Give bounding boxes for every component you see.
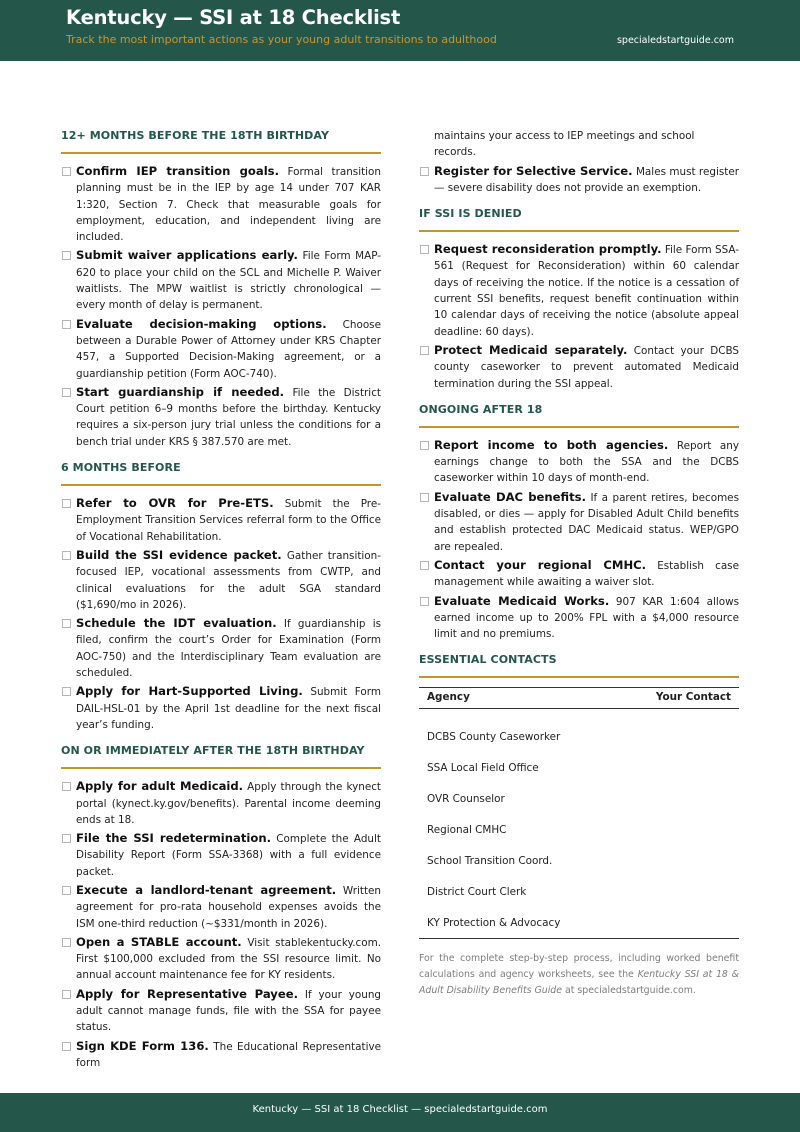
checklist-item: [61, 547, 381, 613]
item-label: Apply for Representative Payee.: [76, 986, 298, 1001]
section-divider: [61, 484, 381, 486]
checklist-item: [61, 830, 381, 880]
item-text: File Form SSA-561 (Request for Reconsideration) within 60 calendar days of receiving the notice. If the notice is a cessation of current SSI benefits, request benefit continuation within 10 calendar days of receiving the notice (absolute appeal deadline: 60 days).: [434, 244, 739, 338]
item-label: Apply for Hart-Supported Living.: [76, 684, 303, 699]
contact-cell[interactable]: [618, 845, 739, 876]
table-row: [419, 709, 739, 753]
item-text: If your young adult cannot manage funds, file with the SSA for payee status.: [76, 988, 382, 1034]
checkbox[interactable]: [420, 597, 429, 606]
checklist-item: [61, 495, 381, 545]
section-divider: [61, 767, 381, 769]
checklist-item: [61, 683, 381, 733]
item-text: Choose between a Durable Power of Attorney under KRS Chapter 457, a Supported Decision-Making agreement, or a guardianship petition (Form AOC-740).: [76, 318, 381, 380]
section-divider: [419, 230, 739, 232]
item-label: Report income to both agencies.: [434, 437, 669, 452]
checkbox[interactable]: [420, 561, 429, 570]
section-title-ssi-denied: IF SSI IS DENIED: [419, 207, 522, 221]
checkbox[interactable]: [62, 990, 71, 999]
page-title: Kentucky — SSI at 18 Checklist: [66, 6, 401, 29]
agency-cell: School Transition Coord.: [427, 854, 553, 867]
item-label: Apply for adult Medicaid.: [76, 779, 244, 794]
item-label: Refer to OVR for Pre-ETS.: [76, 496, 274, 511]
guide-note: [419, 951, 739, 999]
contacts-table: [419, 687, 739, 939]
checklist-item: [61, 934, 381, 984]
checkbox[interactable]: [62, 1042, 71, 1051]
right-column: [419, 128, 739, 999]
note-text-end: at specialedstartguide.com.: [565, 985, 696, 997]
contact-cell[interactable]: [618, 907, 739, 939]
item-text: Report any earnings change to both the SSA and the DCBS caseworker within 10 days of month-end.: [434, 439, 739, 485]
item-text: Establish case management while awaiting a waiver slot.: [434, 559, 739, 589]
item-label: File the SSI redetermination.: [76, 831, 271, 846]
checkbox[interactable]: [62, 687, 71, 696]
contact-cell[interactable]: [618, 876, 739, 907]
item-label: Request reconsideration promptly.: [434, 242, 662, 257]
item-label: Confirm IEP transition goals.: [76, 164, 279, 178]
item-label: Register for Selective Service.: [434, 163, 633, 178]
checklist-item: [419, 489, 739, 555]
checklist-item: [419, 241, 739, 340]
item-text: Formal transition planning must be in the IEP by age 14 under 707 KAR 1:320, Section 7. Check that measurable goals for employment, education, and independent living are included.: [76, 166, 381, 244]
table-row: [419, 783, 739, 814]
checkbox[interactable]: [62, 167, 71, 176]
checklist-item: [61, 882, 381, 932]
item-label: Submit waiver applications early.: [76, 248, 298, 263]
section-divider: [61, 152, 381, 154]
item-label: Evaluate decision-making options.: [76, 316, 327, 331]
section-title-12-months: 12+ MONTHS BEFORE THE 18TH BIRTHDAY: [61, 129, 330, 142]
agency-cell: Regional CMHC: [427, 823, 507, 836]
page-subtitle: Track the most important actions as your young adult transitions to adulthood: [66, 33, 497, 46]
agency-cell: SSA Local Field Office: [427, 761, 539, 774]
checkbox[interactable]: [62, 619, 71, 628]
header-site-link[interactable]: specialedstartguide.com: [616, 35, 734, 46]
checklist-item: [419, 342, 739, 392]
item-label: Protect Medicaid separately.: [434, 342, 628, 357]
item-text: Apply through the kynect portal (kynect.ky.gov/benefits). Parental income deeming ends at 18.: [76, 781, 381, 826]
section-divider: [419, 676, 739, 678]
item-label: Contact your regional CMHC.: [434, 557, 647, 572]
contact-cell[interactable]: [618, 783, 739, 814]
item-text: Contact your DCBS county caseworker to prevent automated Medicaid termination during the SSI appeal.: [434, 344, 739, 390]
item-label: Build the SSI evidence packet.: [76, 547, 282, 562]
column-header-contact: Your Contact: [618, 688, 739, 709]
column-header-agency: Agency: [419, 688, 618, 709]
item-text: Gather transition-focused IEP, vocational assessments from CWTP, and clinical evaluations for the adult SGA standard ($1,690/mo in 2026).: [76, 549, 381, 611]
checklist-item: [61, 1038, 381, 1072]
contact-cell[interactable]: [618, 814, 739, 845]
item-text: File the District Court petition 6–9 months before the birthday. Kentucky requires a six-person jury trial unless the conditions for a bench trial under KRS § 387.570 are met.: [76, 386, 381, 448]
checkbox[interactable]: [62, 388, 71, 397]
item-text: Complete the Adult Disability Report (Form SSA-3368) with a full evidence packet.: [76, 833, 381, 878]
checkbox[interactable]: [62, 551, 71, 560]
agency-cell: KY Protection & Advocacy: [419, 907, 618, 939]
left-column: [61, 128, 381, 1073]
checklist-item: [61, 986, 381, 1036]
checklist-item: [419, 163, 739, 197]
item-text: Written agreement for pro-rata household expenses avoids the ISM one-third reduction (~$331/month in 2026).: [76, 884, 381, 930]
checklist-item: [61, 316, 381, 382]
item-text: If a parent retires, becomes disabled, or dies — apply for Disabled Adult Child benefits and establish protected DAC Medicaid status. WEP/GPO are repealed.: [434, 491, 739, 553]
guide-title: Kentucky SSI at 18 & Adult Disability Benefits Guide: [419, 969, 739, 997]
table-row: [419, 907, 739, 939]
table-header-row: [419, 688, 739, 709]
checkbox[interactable]: [420, 493, 429, 502]
checkbox[interactable]: [420, 167, 429, 176]
item-text: If guardianship is filed, confirm the court’s Order for Examination (Form AOC-750) and the Interdisciplinary Team evaluation are scheduled.: [76, 618, 381, 680]
table-row: [419, 845, 739, 876]
item-label: Schedule the IDT evaluation.: [76, 616, 277, 631]
checklist-item: [61, 615, 381, 681]
agency-cell: District Court Clerk: [427, 885, 527, 898]
checklist-item: [419, 593, 739, 643]
item-text: Visit stablekentucky.com. First $100,000 excluded from the SSI resource limit. No annual account maintenance fee for KY residents.: [76, 936, 382, 982]
item-text: 907 KAR 1:604 allows earned income up to 200% FPL with a $4,000 resource limit and no premiums.: [434, 595, 739, 641]
item-label: Execute a landlord-tenant agreement.: [76, 882, 337, 897]
item-text: Males must register — severe disability does not provide an exemption.: [434, 165, 739, 194]
section-title-18th-birthday: ON OR IMMEDIATELY AFTER THE 18TH BIRTHDAY: [61, 744, 365, 758]
checkbox[interactable]: [420, 346, 429, 355]
checklist-item: [419, 437, 739, 487]
item-text: File Form MAP-620 to place your child on the SCL and Michelle P. Waiver waitlists. The MPW waitlist is strictly chronological — every month of delay is permanent.: [76, 250, 381, 312]
item-text-continued: maintains your access to IEP meetings and school records.: [434, 130, 695, 159]
checkbox[interactable]: [62, 320, 71, 329]
checkbox[interactable]: [62, 251, 71, 260]
table-row: [419, 752, 739, 783]
section-title-6-months: 6 MONTHS BEFORE: [61, 461, 181, 475]
item-text: The Educational Representative form: [76, 1040, 381, 1069]
agency-cell: OVR Counselor: [427, 792, 505, 805]
checkbox[interactable]: [62, 499, 71, 508]
page-footer: [0, 1093, 800, 1132]
contact-cell[interactable]: [618, 752, 739, 783]
checkbox[interactable]: [420, 441, 429, 450]
note-text: For the complete step-by-step process, including worked benefit calculations and agency worksheets, see the: [419, 953, 739, 981]
table-row: [419, 814, 739, 845]
contact-cell[interactable]: [618, 709, 739, 753]
checklist-item: [61, 778, 381, 828]
checkbox[interactable]: [62, 886, 71, 895]
checkbox[interactable]: [420, 245, 429, 254]
checklist-item: [61, 384, 381, 450]
section-divider: [419, 426, 739, 428]
checklist-item: [419, 557, 739, 591]
section-title-contacts: ESSENTIAL CONTACTS: [419, 653, 557, 667]
item-label: Sign KDE Form 136.: [76, 1038, 209, 1053]
checkbox[interactable]: [62, 782, 71, 791]
item-label: Start guardianship if needed.: [76, 384, 285, 399]
item-text: Submit Form DAIL-HSL-01 by the April 1st deadline for the next fiscal year’s funding.: [76, 686, 381, 731]
item-label: Evaluate Medicaid Works.: [434, 593, 610, 608]
section-title-ongoing: ONGOING AFTER 18: [419, 402, 543, 416]
agency-cell: DCBS County Caseworker: [427, 730, 561, 743]
table-row: [419, 876, 739, 907]
checklist-item: [61, 163, 381, 245]
page-header: [0, 0, 800, 61]
checkbox[interactable]: [62, 938, 71, 947]
checklist-item: [61, 247, 381, 313]
item-label: Open a STABLE account.: [76, 934, 242, 949]
footer-text: Kentucky — SSI at 18 Checklist — specialedstartguide.com: [252, 1104, 548, 1115]
item-label: Evaluate DAC benefits.: [434, 489, 586, 504]
item-text: Submit the Pre-Employment Transition Services referral form to the Office of Vocational Rehabilitation.: [76, 498, 381, 543]
checkbox[interactable]: [62, 834, 71, 843]
